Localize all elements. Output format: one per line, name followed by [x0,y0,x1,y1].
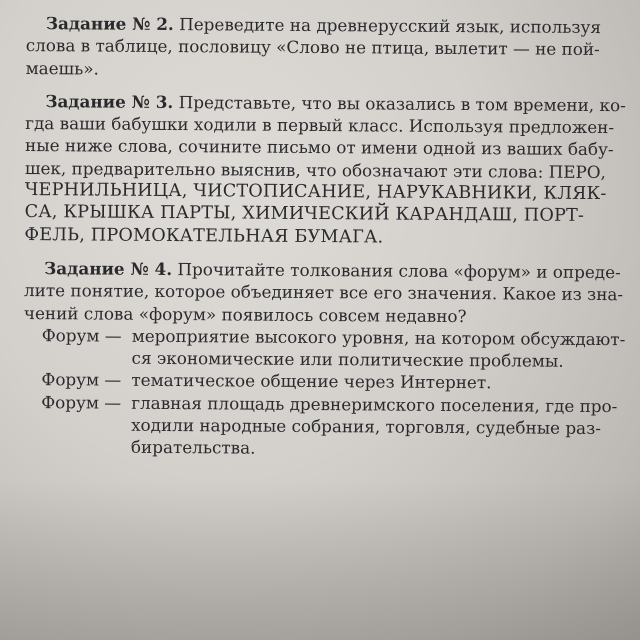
definition-1-term: Форум — [41,324,122,346]
task-3-line-7: ФЕЛЬ, ПРОМОКАТЕЛЬНАЯ БУМАГА. [24,224,384,248]
definition-2-line-1: тематическое общение через Интернет. [131,370,492,393]
task-4-heading: Задание № 4. [44,258,173,279]
task-4 [23,257,626,462]
definition-1-line-2: ся экономические или политические проблемы. [131,347,564,371]
task-3-heading: Задание № 3. [45,91,174,112]
definition-3-line-2: ходили народные собрания, торговля, судебные раз- [131,414,602,439]
task-2-line-3: маешь». [25,57,100,79]
task-3-line-1: Представьте, что вы оказались в том времени, ко- [178,91,626,116]
task-4-line-2: лите понятие, которое объединяет все его значения. Какое из зна- [23,280,624,305]
task-4-line-1: Прочитайте толкования слова «форум» и опреде- [177,259,621,283]
definition-2-term: Форум — [41,369,122,391]
task-3-line-4: шек, предварительно выяснив, что обозначают эти слова: ПЕРО, [24,157,607,182]
definition-1-line-1: мероприятие высокого уровня, на котором обсуждают- [131,325,626,350]
task-3-line-2: гда ваши бабушки ходили в первый класс. Используя предложен- [25,113,615,138]
definition-3-line-3: бирательства. [130,437,256,458]
page-text [23,12,626,462]
task-3-line-3: ные ниже слова, сочините письмо от имени одной из ваших бабу- [24,135,614,160]
definition-3-term: Форум — [41,391,122,413]
definition-3-line-1: главная площадь древнеримского поселения, где про- [131,392,618,416]
task-2-line-2: слова в таблице, пословицу «Слово не птица, вылетит — не пой- [25,35,600,60]
definition-3 [23,391,619,417]
definition-1 [24,324,626,350]
task-2-heading: Задание № 2. [45,13,174,35]
task-2-line-1: Переведите на древнерусский язык, используя [179,14,602,38]
page-shadow [0,480,640,640]
task-3 [24,90,626,250]
task-4-line-3: чений слова «форум» появилось совсем недавно? [23,302,467,326]
task-3-line-5: ЧЕРНИЛЬНИЦА, ЧИСТОПИСАНИЕ, НАРУКАВНИКИ, КЛЯК- [24,180,607,205]
task-3-line-6: СА, КРЫШКА ПАРТЫ, ХИМИЧЕСКИЙ КАРАНДАШ, ПОРТ- [24,202,585,227]
task-2 [26,12,622,83]
